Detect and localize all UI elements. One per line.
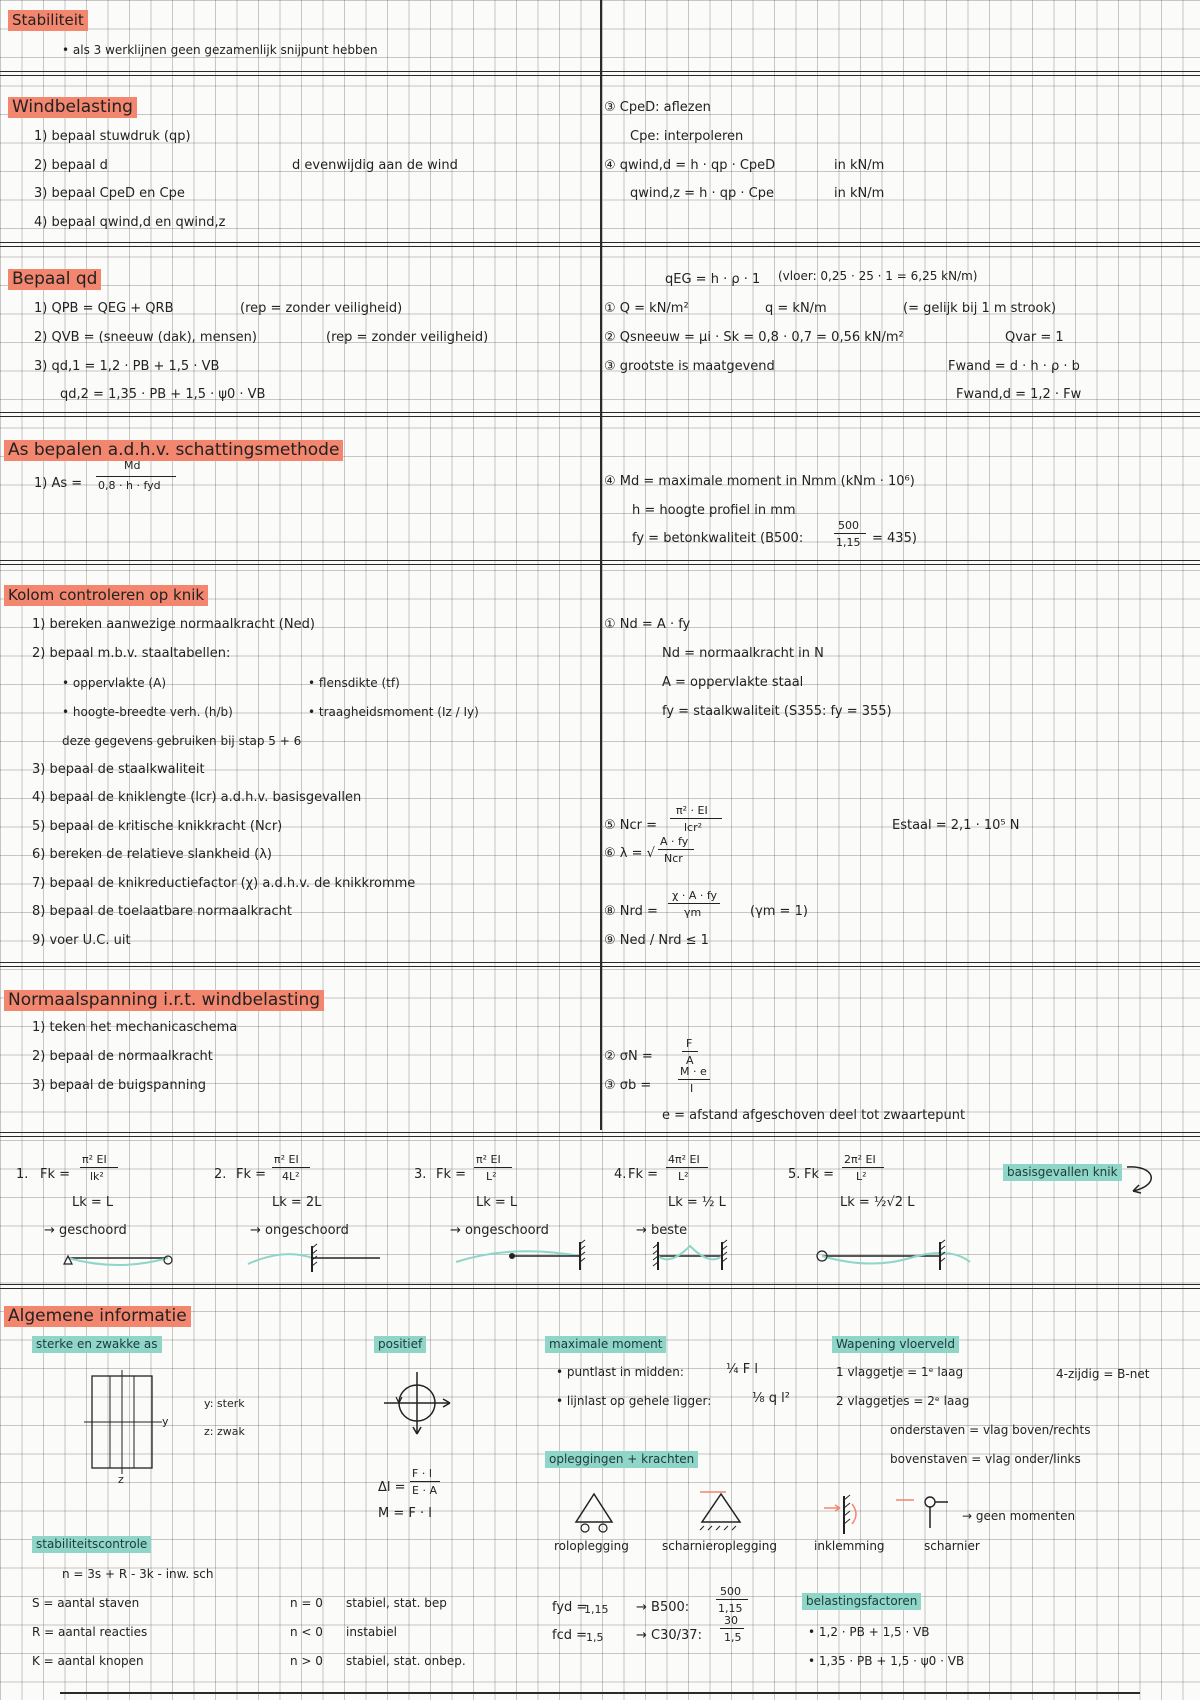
oplegging-rol: roloplegging: [554, 1539, 629, 1553]
stabcontrole-r: R = aantal reacties: [32, 1625, 148, 1639]
column-divider: [600, 0, 602, 1130]
knik-case-3-num: π² EI: [476, 1153, 501, 1166]
qd-right-q-line: q = kN/m: [765, 301, 827, 316]
wind-note-d: d evenwijdig aan de wind: [292, 158, 458, 173]
stabcontrole-n0: n = 0: [290, 1596, 323, 1610]
wind-right-1: ③ CpeD: aflezen: [604, 100, 711, 115]
oplegging-inklemming: inklemming: [814, 1539, 885, 1553]
normaal-sb-den: I: [690, 1082, 694, 1095]
as-right-h: h = hoogte profiel in mm: [632, 503, 796, 518]
kolom-right-lambda: ⑥ λ = √: [604, 846, 655, 861]
maxmoment-lijn: • lijnlast op gehele ligger:: [556, 1394, 712, 1408]
knik-case-2-num: π² EI: [274, 1153, 299, 1166]
buckling-case-2-icon: [244, 1244, 384, 1274]
materiaal-fyd-den: 1,15: [584, 1603, 609, 1616]
knik-case-3-fk: Fk =: [436, 1167, 467, 1182]
buckling-case-1-icon: [60, 1244, 180, 1274]
knik-case-1-den: lk²: [90, 1170, 104, 1183]
qd-right-qvar: Qvar = 1: [1005, 330, 1064, 345]
clamped-support-icon: [822, 1494, 866, 1538]
knik-case-5-nr: 5.: [788, 1167, 801, 1182]
knik-case-1-num: π² EI: [82, 1153, 107, 1166]
kolom-ncr-num: π² · EI: [676, 804, 708, 817]
positief-dl: Δl =: [378, 1480, 406, 1495]
wapening-l1: 1 vlaggetje = 1ᵉ laag: [836, 1365, 964, 1379]
knik-case-1-fk: Fk =: [40, 1167, 71, 1182]
positive-sign-convention-icon: [384, 1370, 454, 1440]
fraction-bar: [834, 533, 866, 534]
wind-step-2: 2) bepaal d: [34, 158, 108, 173]
as-right-md: ④ Md = maximale moment in Nmm (kNm · 10⁶): [604, 474, 915, 489]
qd-right-grootste: ③ grootste is maatgevend: [604, 359, 775, 374]
materiaal-fcd: fcd =: [552, 1628, 588, 1643]
as-frac2-num: 500: [838, 519, 859, 532]
kolom-step-4: 4) bepaal de kniklengte (lcr) a.d.h.v. basisgevallen: [32, 790, 362, 805]
tag-positief: positief: [374, 1336, 426, 1353]
qd-step-4: qd,2 = 1,35 · PB + 1,5 · ψ0 · VB: [60, 387, 266, 402]
as-frac-den: 0,8 · h · fyd: [98, 479, 161, 492]
positief-m: M = F · l: [378, 1506, 432, 1521]
fraction-bar: [720, 1628, 744, 1629]
section-divider: [0, 412, 1200, 413]
buckling-case-5-icon: [810, 1240, 980, 1274]
wind-step-1: 1) bepaal stuwdruk (qp): [34, 129, 191, 144]
normaal-step-1: 1) teken het mechanicaschema: [32, 1020, 238, 1035]
qd-right-qeg: qEG = h · ρ · 1: [665, 272, 761, 287]
materiaal-c30-den: 1,5: [724, 1631, 742, 1644]
section-divider: [0, 242, 1200, 243]
stabcontrole-formula: n = 3s + R - 3k - inw. sch: [62, 1567, 214, 1581]
fraction-bar: [668, 903, 720, 904]
section-divider: [0, 1132, 1200, 1133]
tag-belastingsfactoren: belastingsfactoren: [802, 1593, 921, 1610]
knik-case-1-type: → geschoord: [44, 1223, 127, 1238]
kolom-step-7: 7) bepaal de knikreductiefactor (χ) a.d.h.v. de knikkromme: [32, 876, 416, 891]
stabcontrole-npos: n > 0: [290, 1654, 323, 1668]
stabcontrole-nneg-result: instabiel: [346, 1625, 397, 1639]
axis-y-label: y: [162, 1415, 169, 1428]
normaal-right-e: e = afstand afgeschoven deel tot zwaartepunt: [662, 1108, 966, 1123]
as-right-fy: fy = betonkwaliteit (B500:: [632, 531, 804, 546]
stabcontrole-k: K = aantal knopen: [32, 1654, 144, 1668]
qd-step-1: 1) QPB = QEG + QRB: [34, 301, 174, 316]
kolom-right-uc: ⑨ Ned / Nrd ≤ 1: [604, 933, 709, 948]
materiaal-b500: → B500:: [636, 1600, 690, 1615]
knik-case-4-type: → beste: [636, 1223, 688, 1238]
fraction-bar: [670, 818, 722, 819]
section-title-normaalspanning: Normaalspanning i.r.t. windbelasting: [4, 990, 324, 1011]
kolom-sub-tf: • flensdikte (tf): [308, 676, 400, 690]
oplegging-geen-momenten: → geen momenten: [962, 1509, 1076, 1523]
normaal-right-sn: ② σN =: [604, 1049, 653, 1064]
oplegging-scharnier: scharnieroplegging: [662, 1539, 777, 1553]
kolom-right-fy-def: fy = staalkwaliteit (S355: fy = 355): [662, 704, 892, 719]
maxmoment-lijn-value: ⅛ q l²: [752, 1391, 790, 1406]
kolom-ncr-den: lcr²: [684, 821, 703, 834]
buckling-case-3-icon: [452, 1240, 592, 1274]
normaal-sn-den: A: [686, 1054, 694, 1067]
kolom-step-9: 9) voer U.C. uit: [32, 933, 131, 948]
belasting-l2: • 1,35 · PB + 1,5 · ψ0 · VB: [808, 1654, 965, 1668]
qd-note-2: (rep = zonder veiligheid): [326, 330, 489, 345]
kolom-nrd-den: γm: [684, 906, 702, 919]
qd-note-1: (rep = zonder veiligheid): [240, 301, 403, 316]
wind-right-4: qwind,z = h · qp · Cpe: [630, 186, 774, 201]
qd-right-fwand-d: Fwand,d = 1,2 · Fw: [956, 387, 1082, 402]
wind-unit-1: in kN/m: [834, 158, 885, 173]
page-bottom-line: [60, 1692, 1140, 1694]
kolom-step-1: 1) bereken aanwezige normaalkracht (Ned): [32, 617, 315, 632]
kolom-step-6: 6) bereken de relatieve slankheid (λ): [32, 847, 272, 862]
section-title-stabiliteit: Stabiliteit: [8, 10, 88, 31]
section-divider: [0, 71, 1200, 72]
materiaal-b500-num: 500: [720, 1585, 741, 1598]
tag-stabiliteitscontrole: stabiliteitscontrole: [32, 1536, 151, 1553]
buckling-case-4-icon: [650, 1240, 730, 1274]
knik-case-5-num: 2π² EI: [844, 1153, 876, 1166]
wind-right-2: Cpe: interpoleren: [630, 129, 744, 144]
kolom-sub-note: deze gegevens gebruiken bij stap 5 + 6: [62, 734, 302, 748]
positief-dl-num: F · l: [412, 1467, 432, 1480]
tag-basisgevallen-knik: basisgevallen knik: [1003, 1164, 1122, 1181]
section-title-windbelasting: Windbelasting: [8, 97, 137, 118]
axis-z-label: z: [118, 1473, 124, 1486]
fraction-bar: [716, 1599, 748, 1600]
oplegging-scharnier-2: scharnier: [924, 1539, 980, 1553]
kolom-right-nd-def: Nd = normaalkracht in N: [662, 646, 824, 661]
knik-case-4-nr: 4.: [614, 1167, 627, 1182]
kolom-lambda-num: A · fy: [660, 835, 689, 848]
stabiliteit-line: • als 3 werklijnen geen gezamenlijk snijpunt hebben: [62, 43, 378, 57]
as-step: 1) As =: [34, 476, 83, 491]
fraction-bar: [666, 1167, 708, 1168]
tag-wapening-vloerveld: Wapening vloerveld: [832, 1336, 959, 1353]
fraction-bar: [842, 1167, 884, 1168]
kolom-right-gm: (γm = 1): [750, 904, 808, 919]
knik-case-4-num: 4π² EI: [668, 1153, 700, 1166]
normaal-step-3: 3) bepaal de buigspanning: [32, 1078, 206, 1093]
kolom-right-nd: ① Nd = A · fy: [604, 617, 691, 632]
kolom-sub-i: • traagheidsmoment (Iz / Iy): [308, 705, 479, 719]
qd-step-3: 3) qd,1 = 1,2 · PB + 1,5 · VB: [34, 359, 220, 374]
materiaal-c30: → C30/37:: [636, 1628, 702, 1643]
materiaal-fyd: fyd =: [552, 1600, 588, 1615]
kolom-step-3: 3) bepaal de staalkwaliteit: [32, 762, 205, 777]
belasting-l1: • 1,2 · PB + 1,5 · VB: [808, 1625, 930, 1639]
section-title-algemene-informatie: Algemene informatie: [4, 1306, 191, 1327]
kolom-right-nrd: ⑧ Nrd =: [604, 904, 658, 919]
stabcontrole-n0-result: stabiel, stat. bep: [346, 1596, 447, 1610]
knik-case-2-den: 4L²: [282, 1170, 300, 1183]
hinge-icon: [894, 1494, 950, 1534]
knik-case-2-lk: Lk = 2L: [272, 1195, 322, 1210]
kolom-lambda-den: Ncr: [664, 852, 683, 865]
materiaal-b500-den: 1,15: [718, 1602, 743, 1615]
section-divider: [0, 1284, 1200, 1285]
qd-right-vloer: (vloer: 0,25 · 25 · 1 = 6,25 kN/m): [778, 269, 978, 283]
knik-case-4-lk: Lk = ½ L: [668, 1195, 726, 1210]
knik-case-4-fk: Fk =: [628, 1167, 659, 1182]
knik-case-1-lk: Lk = L: [72, 1195, 114, 1210]
knik-case-5-fk: Fk =: [804, 1167, 835, 1182]
knik-case-2-type: → ongeschoord: [250, 1223, 349, 1238]
wind-step-3: 3) bepaal CpeD en Cpe: [34, 186, 185, 201]
knik-case-2-nr: 2.: [214, 1167, 227, 1182]
fraction-bar: [658, 849, 694, 850]
section-title-kolom-knik: Kolom controleren op knik: [4, 585, 208, 606]
tag-opleggingen-krachten: opleggingen + krachten: [545, 1451, 698, 1468]
maxmoment-punt: • puntlast in midden:: [556, 1365, 684, 1379]
zwakke-as-z: z: zwak: [204, 1425, 245, 1438]
knik-case-2-fk: Fk =: [236, 1167, 267, 1182]
as-right-eq: = 435): [872, 531, 917, 546]
knik-case-1-nr: 1.: [16, 1167, 29, 1182]
qd-right-strook: (= gelijk bij 1 m strook): [903, 301, 1057, 316]
normaal-step-2: 2) bepaal de normaalkracht: [32, 1049, 213, 1064]
qd-step-2: 2) QVB = (sneeuw (dak), mensen): [34, 330, 257, 345]
sterke-as-y: y: sterk: [204, 1397, 245, 1410]
materiaal-c30-num: 30: [724, 1614, 738, 1627]
roller-support-icon: [572, 1492, 616, 1536]
kolom-right-ncr: ⑤ Ncr =: [604, 818, 658, 833]
knik-case-5-den: L²: [856, 1170, 867, 1183]
kolom-sub-hb: • hoogte-breedte verh. (h/b): [62, 705, 233, 719]
wapening-l3: 4-zijdig = B-net: [1056, 1367, 1150, 1381]
knik-case-5-lk: Lk = ½√2 L: [840, 1195, 915, 1210]
normaal-sn-num: F: [686, 1037, 693, 1050]
curved-arrow-icon: [1125, 1165, 1165, 1195]
section-divider: [0, 962, 1200, 963]
fraction-bar: [678, 1079, 710, 1080]
fraction-bar: [410, 1481, 440, 1482]
wind-right-3: ④ qwind,d = h · qp · CpeD: [604, 158, 776, 173]
maxmoment-punt-value: ¼ F l: [726, 1362, 758, 1377]
fraction-bar: [682, 1051, 698, 1052]
normaal-right-sb: ③ σb =: [604, 1078, 652, 1093]
materiaal-fcd-den: 1,5: [586, 1631, 604, 1644]
kolom-step-2: 2) bepaal m.b.v. staaltabellen:: [32, 646, 231, 661]
tag-sterke-zwakke-as: sterke en zwakke as: [32, 1336, 162, 1353]
fraction-bar: [80, 1167, 118, 1168]
i-profile-axes-icon: [84, 1370, 174, 1480]
kolom-step-5: 5) bepaal de kritische knikkracht (Ncr): [32, 819, 283, 834]
fraction-bar: [272, 1167, 310, 1168]
positief-dl-den: E · A: [412, 1484, 437, 1497]
qd-right-fwand: Fwand = d · h · ρ · b: [948, 359, 1080, 374]
hinged-support-icon: [696, 1486, 746, 1530]
knik-case-3-type: → ongeschoord: [450, 1223, 549, 1238]
stabcontrole-npos-result: stabiel, stat. onbep.: [346, 1654, 466, 1668]
qd-right-sneeuw: ② Qsneeuw = μi · Sk = 0,8 · 0,7 = 0,56 kN/m²: [604, 330, 904, 345]
kolom-right-a-def: A = oppervlakte staal: [662, 675, 804, 690]
tag-maximale-moment: maximale moment: [545, 1336, 666, 1353]
kolom-sub-a: • oppervlakte (A): [62, 676, 166, 690]
fraction-bar: [96, 476, 176, 477]
stabcontrole-s: S = aantal staven: [32, 1596, 140, 1610]
wind-step-4: 4) bepaal qwind,d en qwind,z: [34, 215, 226, 230]
wapening-l5: bovenstaven = vlag onder/links: [890, 1452, 1081, 1466]
knik-case-3-den: L²: [486, 1170, 497, 1183]
fraction-bar: [474, 1167, 512, 1168]
section-title-bepaal-qd: Bepaal qd: [8, 269, 101, 290]
qd-right-q-area: ① Q = kN/m²: [604, 301, 689, 316]
knik-case-3-nr: 3.: [414, 1167, 427, 1182]
kolom-step-8: 8) bepaal de toelaatbare normaalkracht: [32, 904, 292, 919]
wapening-l4: onderstaven = vlag boven/rechts: [890, 1423, 1091, 1437]
section-title-as-bepalen: As bepalen a.d.h.v. schattingsmethode: [4, 440, 343, 461]
section-divider: [0, 560, 1200, 561]
wapening-l2: 2 vlaggetjes = 2ᵉ laag: [836, 1394, 970, 1408]
kolom-right-estaal: Estaal = 2,1 · 10⁵ N: [892, 818, 1020, 833]
knik-case-3-lk: Lk = L: [476, 1195, 518, 1210]
stabcontrole-nneg: n < 0: [290, 1625, 323, 1639]
knik-case-4-den: L²: [678, 1170, 689, 1183]
normaal-sb-num: M · e: [680, 1065, 707, 1078]
kolom-nrd-num: χ · A · fy: [672, 889, 718, 902]
wind-unit-2: in kN/m: [834, 186, 885, 201]
as-frac-num: Md: [124, 459, 141, 472]
as-frac2-den: 1,15: [836, 536, 861, 549]
